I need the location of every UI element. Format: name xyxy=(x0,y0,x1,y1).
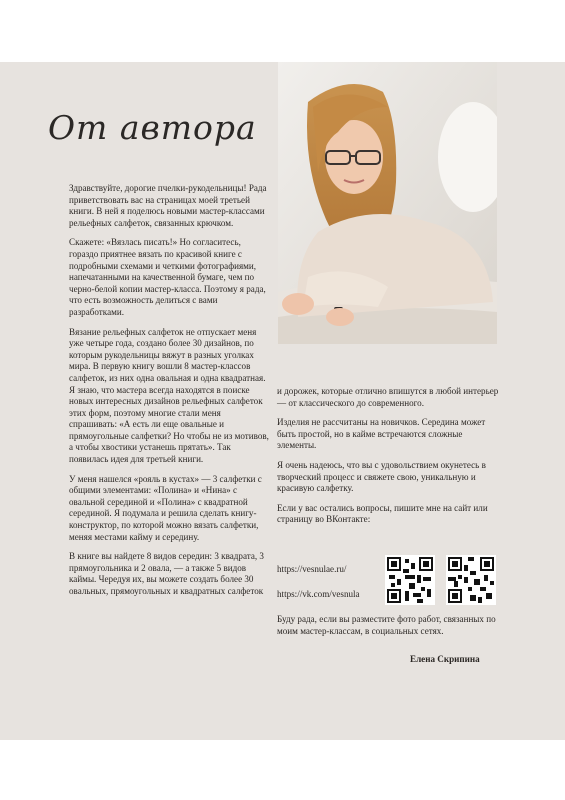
intro-text-column-right xyxy=(277,386,499,534)
paragraph-contacts: Если у вас остались вопросы, пишите мне на сайт или страницу во ВКонтакте: xyxy=(277,502,488,525)
paragraph-contents: В книге вы найдете 8 видов середин: 3 квадрата, 3 прямоугольника и 2 овала, — а также 5 видов каймы. Чередуя их, вы можете создать более 30 овальных, прямоугольных и квадратных салфеток xyxy=(69,551,264,596)
website-link[interactable]: https://vesnulae.ru/ xyxy=(277,564,347,574)
author-photo xyxy=(278,62,497,344)
vk-link[interactable]: https://vk.com/vesnula xyxy=(277,589,360,599)
paragraph-continuation: и дорожек, которые отлично впишутся в любой интерьер — от классического до современного. xyxy=(277,386,499,408)
qr-code-vk xyxy=(446,555,496,605)
paragraph-hope: Я очень надеюсь, что вы с удовольствием окунетесь в творческий процесс и свяжете свою, уникальную и красивую салфетку. xyxy=(277,459,486,494)
qr-code-website xyxy=(385,555,435,605)
paragraph-difficulty: Изделия не рассчитаны на новичков. Середина может быть простой, но в кайме встречаются сложные элементы. xyxy=(277,417,486,451)
intro-text-column-left xyxy=(69,183,269,606)
paragraph-history: Вязание рельефных салфеток не отпускает меня уже четыре года, создано более 30 дизайнов, по которым рукодельницы вяжут в разных уголках мира. В первую книгу вошли 8 мастер-классов салфеток, из них одна овальная и одна квадратная. Я знаю, что мастера всегда находятся в поиске новых интересных дизайнов рельефных салфеток этих форм, поэтому многие стали меня спрашивать: «А есть ли еще овальные и прямоугольные салфетки? Но чтобы не из мотивов, а чтобы хвостики устанешь прятать». Так появилась идея для третьей книги. xyxy=(69,326,269,465)
page-title: От автора xyxy=(48,108,257,147)
paragraph-greeting: Здравствуйте, дорогие пчелки-рукодельницы! Рада приветствовать вас на страницах моей третьей книги. В ней я поделюсь новыми мастер-классами рельефных салфеток, связанных крючком. xyxy=(69,183,267,228)
closing-text: Буду рада, если вы разместите фото работ, связанных по моим мастер-классам, в социальных сетях. xyxy=(277,614,496,636)
author-signature: Елена Скрипина xyxy=(410,654,480,664)
paragraph-why-book: Скажете: «Вязлась писать!» Но согласитесь, гораздо приятнее вязать по красивой книге с подробными схемами и четкими фотографиями, напечатанными на качественной бумаге, чем по черно-белой копии мастер-класса. Поэтому я рада, что есть возможность делиться с вами разработками. xyxy=(69,237,266,317)
paragraph-constructor: У меня нашелся «рояль в кустах» — 3 салфетки с общими элементами: «Полина» и «Нина» с овальной серединой и «Полина» с квадратной серединой. Я подумала и решила сделать книгу-конструктор, по которой можно вязать салфетки, меняя местами кайму и середину. xyxy=(69,473,262,542)
